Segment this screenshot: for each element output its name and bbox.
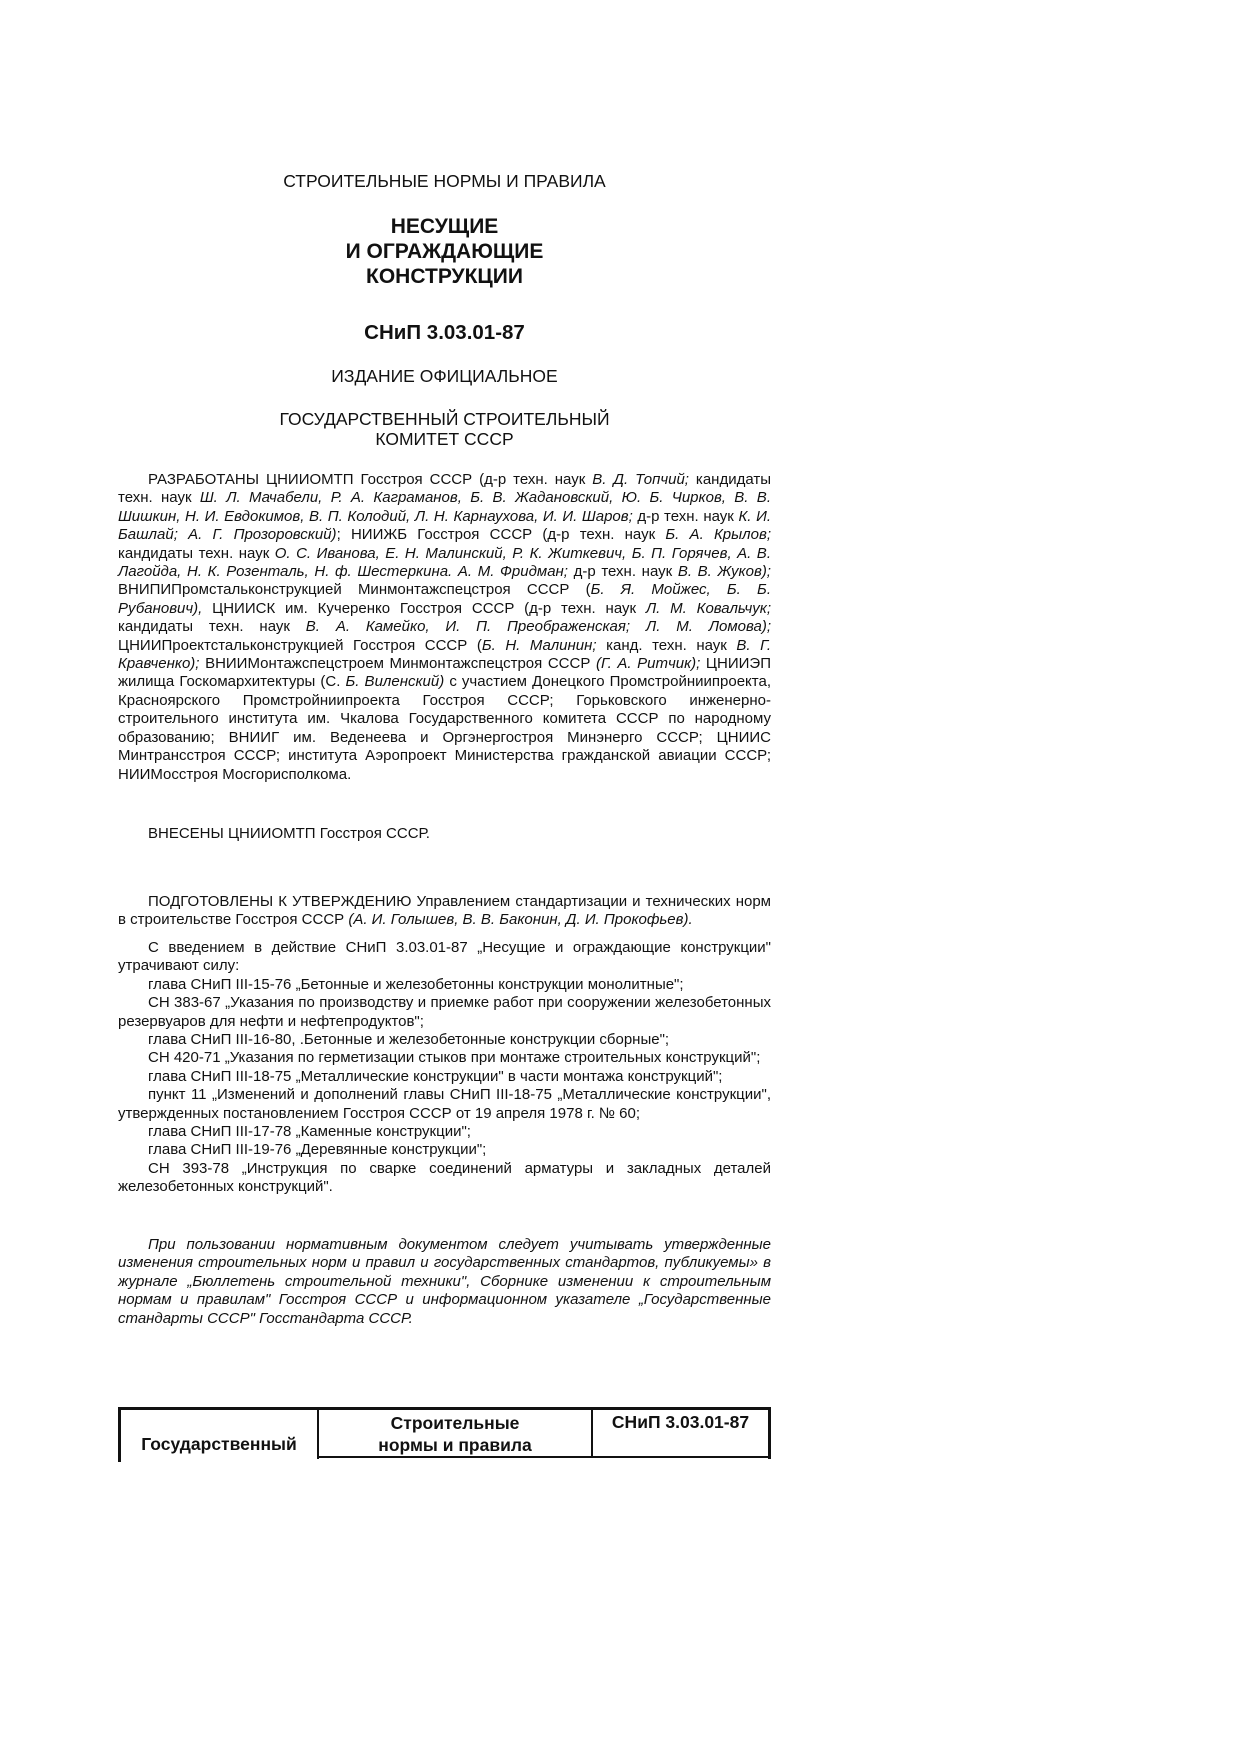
edition-label: ИЗДАНИЕ ОФИЦИАЛЬНОЕ — [331, 366, 558, 386]
replaced-item: СН 393-78 „Инструкция по сварке соединений арматуры и закладных деталей железобетонных конструкций". — [118, 1159, 771, 1196]
title-stamp-table — [118, 1407, 771, 1459]
italic-run: Ш. Л. Мачабели, Р. А. Каграманов, Б. В. Жадановский, Ю. Б. Чирков, В. В. Шишкин, Н. И. Евдокимов, В. П. Колодий, Л. Н. Карнаухова, И. И. Шаров; — [118, 489, 771, 525]
italic-run: Б. Я. Мойжес, Б. Б. Рубанович), — [118, 581, 771, 617]
stamp-authority-text: Государственный — [141, 1434, 297, 1454]
committee-name — [118, 409, 771, 449]
usage-note: При пользовании нормативным документом следует учитывать утвержденные изменения строительных норм и правил и государственных стандартов, публикуемы» в журнале „Бюллетень строительной техники", Сборнике изменении к строительным нормам и правилам" Госстроя СССР и информационном указателе „Государственные стандарты СССР" Госстандарта СССР. — [118, 1236, 771, 1327]
prepared-by-section — [118, 893, 771, 930]
text-run: д-р техн. наук — [567, 563, 678, 581]
italic-run: (Г. А. Ритчик); — [595, 655, 701, 673]
document-title — [118, 214, 771, 289]
document-code: СНиП 3.03.01-87 — [364, 321, 525, 344]
text-run: ПОДГОТОВЛЕНЫ К УТВЕРЖДЕНИЮ Управлением стандартизации и технических норм в строительстве Госстроя СССР — [118, 893, 771, 929]
introduced-by-section — [118, 825, 771, 843]
stamp-type-line: нормы и правила — [378, 1435, 532, 1455]
stamp-code-text: СНиП 3.03.01-87 — [611, 1412, 750, 1432]
italic-run: (А. И. Голышев, В. В. Баконин, Д. И. Прокофьев). — [348, 911, 693, 929]
text-run: кандидаты техн. наук — [118, 618, 306, 636]
title-line: КОНСТРУКЦИИ — [366, 265, 523, 288]
text-run: кандидаты техн. наук — [118, 544, 275, 562]
usage-note-section — [118, 1236, 771, 1328]
replaced-item: глава СНиП III-19-76 „Деревянные конструкции"; — [148, 1141, 487, 1159]
stamp-cell-code — [593, 1410, 768, 1458]
replaced-item: глава СНиП III-15-76 „Бетонные и железобетонны конструкции монолитные"; — [148, 975, 684, 993]
italic-run: Б. Виленский) — [345, 673, 445, 691]
committee-line: ГОСУДАРСТВЕННЫЙ СТРОИТЕЛЬНЫЙ — [279, 409, 610, 429]
text-run: ЦНИИПроектстальконструкцией Госстроя СССР ( — [118, 636, 482, 654]
text-run: с участием Донецкого Промстройниипроекта, Красноярского Промстройниипроекта Госстроя СССР; Горьковского инженерно-строительного института им. Чкалова Государственного комитета СССР по народному образованию; ВНИИГ им. Веденеева и Оргэнергостроя Минэнерго СССР; ЦНИИС Минтрансстроя СССР; института Аэропроект Министерства гражданской авиации СССР; НИИМосстроя Мосгорисполкома. — [118, 673, 771, 783]
text-run: д-р техн. наук — [632, 507, 739, 525]
stamp-cell-type — [319, 1410, 593, 1458]
stamp-cell-authority — [121, 1410, 319, 1459]
prepared-by-paragraph — [118, 893, 771, 930]
text-run: кандидаты техн. наук — [118, 471, 771, 507]
italic-run: В. В. Жуков); — [677, 563, 771, 581]
italic-run: В. Г. Кравченко); — [118, 636, 771, 673]
replaced-item: СН 420-71 „Указания по герметизации стыков при монтаже строительных конструкций"; — [148, 1049, 761, 1067]
italic-run: В. А. Камейко, И. П. Преображенская; Л. М. Ломова); — [305, 618, 771, 636]
italic-run: О. С. Иванова, Е. Н. Малинский, Р. К. Житкевич, Б. П. Горячев, А. В. Лагойда, Н. К. Розенталь, Н. ф. Шестеркина. А. М. Фридман; — [118, 544, 771, 581]
stamp-type-line: Строительные — [390, 1413, 520, 1433]
title-line: НЕСУЩИЕ — [390, 215, 499, 238]
replaced-documents-section — [118, 939, 771, 1197]
replaced-item: глава СНиП III-18-75 „Металлические конструкции" в части монтажа конструкций"; — [148, 1067, 723, 1085]
italic-run: Б. Н. Малинин; — [481, 636, 597, 654]
replaced-intro: С введением в действие СНиП 3.03.01-87 „Несущие и ограждающие конструкции" утрачивают силу: — [118, 939, 771, 975]
replaced-item: глава СНиП III-17-78 „Каменные конструкции"; — [148, 1123, 471, 1141]
text-run: канд. техн. наук — [596, 636, 737, 654]
text-run: ; НИИЖБ Госстроя СССР (д-р техн. наук — [336, 526, 666, 544]
italic-run: Б. А. Крылов; — [665, 526, 771, 544]
text-run: ЦНИИЭП жилища Госкомархитектуры (С. — [118, 655, 771, 691]
text-run: РАЗРАБОТАНЫ ЦНИИОМТП Госстроя СССР (д-р техн. наук — [148, 471, 593, 488]
introduced-by-paragraph: ВНЕСЕНЫ ЦНИИОМТП Госстроя СССР. — [148, 825, 430, 842]
title-line: И ОГРАЖДАЮЩИЕ — [345, 240, 544, 263]
text-run: ВНИИМонтажспецстроем Минмонтажспецстроя СССР — [199, 655, 596, 673]
replaced-item: СН 383-67 „Указания по производству и приемке работ при сооружении железобетонных резервуаров для нефти и нефтепродуктов"; — [118, 994, 771, 1030]
replaced-item: глава СНиП III-16-80, .Бетонные и железобетонные конструкции сборные"; — [148, 1031, 670, 1049]
developed-by-paragraph — [118, 471, 771, 784]
series-title: СТРОИТЕЛЬНЫЕ НОРМЫ И ПРАВИЛА — [283, 171, 606, 191]
developed-by-section — [118, 471, 771, 784]
italic-run: К. И. Башлай; А. Г. Прозоровский) — [118, 507, 771, 544]
italic-run: Л. М. Ковальчук; — [645, 599, 771, 617]
stamp-type-text — [319, 1412, 591, 1456]
committee-line: КОМИТЕТ СССР — [375, 429, 514, 449]
italic-run: В. Д. Топчий; — [592, 471, 689, 488]
text-run: ЦНИИСК им. Кучеренко Госстроя СССР (д-р техн. наук — [202, 599, 646, 617]
text-run: ВНИПИПромстальконструкцией Минмонтажспецстроя СССР ( — [118, 581, 591, 599]
replaced-item: пункт 11 „Изменений и дополнений главы СНиП III-18-75 „Металлические конструкции", утвержденных постановлением Госстроя СССР от 19 апреля 1978 г. № 60; — [118, 1086, 771, 1122]
